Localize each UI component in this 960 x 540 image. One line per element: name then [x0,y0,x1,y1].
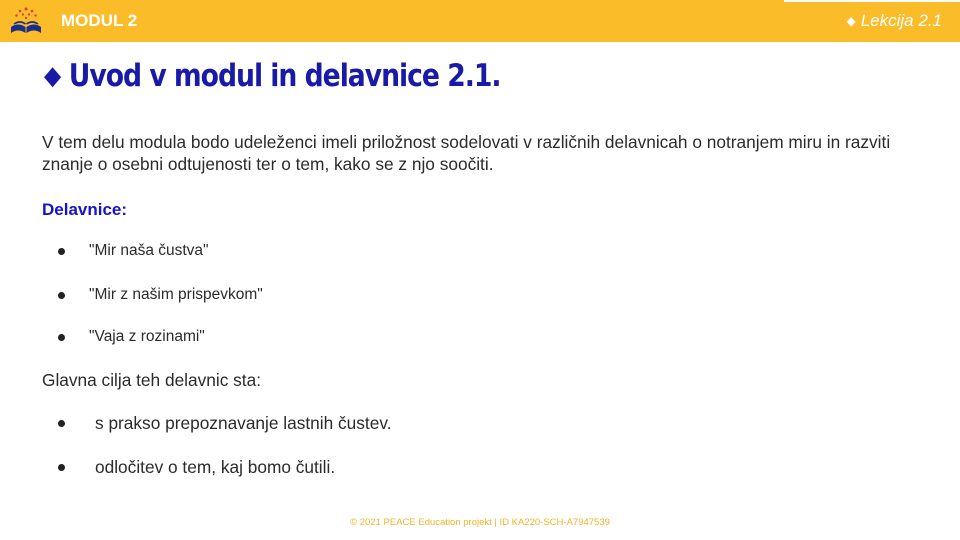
list-item-text: "Mir naša čustva" [89,242,209,259]
lesson-label [846,11,942,31]
list-item [58,328,205,346]
list-item-text: "Mir z našim prispevkom" [89,286,263,303]
diamond-icon: ◆ [44,61,61,91]
module-label: MODUL 2 [61,11,138,30]
copyright-footer: © 2021 PEACE Education projekt | ID KA220-SCH-A7947539 [350,517,610,528]
goals-heading: Glavna cilja teh delavnic sta: [42,370,262,390]
open-book-stars-logo [8,5,44,35]
workshops-heading: Delavnice: [42,200,128,219]
bullet-icon [58,292,65,299]
list-item [58,413,392,434]
list-item-text: odločitev o tem, kaj bomo čutili. [95,457,336,477]
bullet-icon [58,248,65,255]
list-item [58,457,335,478]
header-bar [0,0,960,42]
lesson-text: Lekcija 2.1 [860,11,942,30]
diamond-icon: ◆ [846,14,856,28]
list-item-text: s prakso prepoznavanje lastnih čustev. [95,413,392,433]
page-title-text: Uvod v modul in delavnice 2.1. [68,58,501,94]
page-title [44,58,500,94]
header-strip [784,0,960,2]
bullet-icon [58,420,65,427]
list-item [58,242,209,260]
intro-paragraph: V tem delu modula bodo udeleženci imeli priložnost sodelovati v različnih delavnicah o notranjem miru in razviti znanje o osebni odtujenosti ter o tem, kako se z njo soočiti. [42,132,891,174]
bullet-icon [58,334,65,341]
bullet-icon [58,464,65,471]
list-item-text: "Vaja z rozinami" [89,328,205,345]
list-item [58,286,263,304]
